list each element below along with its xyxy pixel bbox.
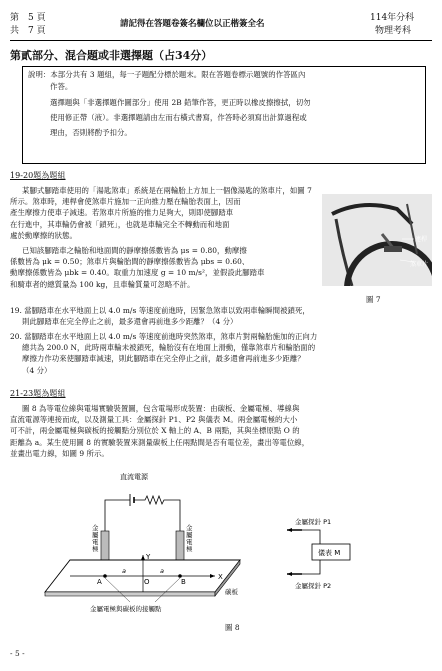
instructions-box xyxy=(22,66,426,164)
figure-8-apparatus xyxy=(40,470,430,620)
problem-paragraph xyxy=(10,403,432,459)
text-line: 總共為 200.0 N，此時兩車輪未被鎖死，輪胎沒有在地面上滑動，僅靠煞車片和輪胎面的 xyxy=(22,343,316,353)
text-line: 已知該腳踏車之輪胎和地面間的靜摩擦係數皆為 μs = 0.80，動摩擦 xyxy=(22,246,247,255)
question-19 xyxy=(10,305,310,327)
left-electrode-label: 金屬電極 xyxy=(92,524,99,553)
text-line: 圖 8 為等電位線與電場實驗裝置圖，包含電場形成裝置：由碳板、金屬電極、導線與 xyxy=(22,404,300,413)
instruction-line: 作答。 xyxy=(50,82,73,91)
point-a-label: A xyxy=(97,578,102,586)
instruction-line: 使用修正帶（液）。非選擇題請由左而右橫式書寫，作答時必須寫出計算過程或 xyxy=(50,113,307,122)
right-electrode xyxy=(176,531,184,563)
section-title: 第貳部分、混合題或非選擇題（占34分） xyxy=(10,49,213,62)
x-axis-label: X xyxy=(218,573,223,581)
exam-year: 114年分科 xyxy=(370,13,415,23)
problem-paragraph xyxy=(10,245,322,290)
text-line: 直流電源等連接而成，以及測量工具：金屬探針 P1、P2 與儀表 M。兩金屬電極的大小 xyxy=(10,415,298,425)
page-footer: - 5 - xyxy=(10,649,25,658)
header-rule xyxy=(10,40,432,41)
text-line: 產生摩擦力使車子減速。若煞車片所施的推力足夠大，則即使腳踏車 xyxy=(10,208,234,218)
text-line: 20. 當腳踏車在水平地面上以 4.0 m/s 等速度前進時突然煞車，煞車片對兩輪胎施加的正向力 xyxy=(10,332,318,341)
figure-caption: 圖 7 xyxy=(366,295,381,304)
text-line: 動摩擦係數皆為 μbk = 0.40。取重力加速度 g = 10 m/s²，並假設此腳踏車 xyxy=(10,268,265,278)
page-count: 共 7 頁 xyxy=(10,26,46,36)
bicycle-brake-photo xyxy=(322,194,432,286)
point-b-label: B xyxy=(181,578,186,586)
instruction-line: 選擇題與「非選擇題作圖部分」使用 2B 鉛筆作答，更正時以橡皮擦擦拭，切勿 xyxy=(50,98,311,107)
dc-source-label: 直流電源 xyxy=(120,473,148,481)
group-title: 19-20題為題組 xyxy=(10,171,66,180)
probe-1-label: 金屬探針 P1 xyxy=(295,518,332,526)
text-line: 則此腳踏車在完全停止之前，最多還會再前進多少距離？（4 分） xyxy=(22,317,238,327)
text-line: 並畫出電力線，如圖 9 所示。 xyxy=(10,448,109,458)
header-notice: 請記得在答題卷簽名欄位以正楷簽全名 xyxy=(120,19,265,29)
exam-subject: 物理考科 xyxy=(375,26,412,36)
text-line: 19. 當腳踏車在水平地面上以 4.0 m/s 等速度前進時，因緊急煞車以致兩車輪瞬間被鎖死， xyxy=(10,306,310,315)
contact-point-label: 金屬電極與碳板的接觸點 xyxy=(90,605,162,613)
carbon-plate-label: 碳板 xyxy=(225,588,238,596)
text-line: 係數皆為 μk = 0.50；煞車片與輪胎間的靜摩擦係數皆為 μbs = 0.60、 xyxy=(10,257,250,267)
text-line: 距離為 a。某生使用圖 8 的實驗裝置來測量碳板上任兩點間是否有電位差，畫出等電位線， xyxy=(10,437,310,447)
point-o-label: O xyxy=(144,578,150,586)
question-20 xyxy=(10,331,317,376)
text-line: 所示。煞車時，連桿會使煞車片施加一正向推力壓在輪胎表面上，因而 xyxy=(10,197,241,207)
text-line: 可不計，兩金屬電極與碳板的接觸點分別位於 X 軸上的 A、B 兩點，其與坐標原點 O 的 xyxy=(10,426,300,436)
linkage-label: 連桿 xyxy=(415,236,428,243)
page-number-top: 第 5 頁 xyxy=(10,13,46,23)
instruction-line: 理由，否則將酌予扣分。 xyxy=(50,128,132,137)
probe-2-label: 金屬探針 P2 xyxy=(295,582,332,590)
figure-caption: 圖 8 xyxy=(225,623,240,632)
brake-pad-label: 煞車片 xyxy=(410,261,429,268)
group-title: 21-23題為題組 xyxy=(10,389,66,398)
text-line: 和騎車者的總質量為 100 kg，且車輪質量可忽略不計。 xyxy=(10,279,195,289)
left-electrode xyxy=(101,531,109,563)
distance-label: a xyxy=(160,567,164,575)
right-electrode-label: 金屬電極 xyxy=(186,524,193,553)
text-line: （4 分） xyxy=(22,365,52,375)
y-axis-label: Y xyxy=(146,553,151,561)
text-line: 處於動摩擦的狀態。 xyxy=(10,230,77,240)
text-line: 某腳式腳踏車使用的「湯匙煞車」系統是在兩輪胎上方加上一個像湯匙的煞車片，如圖 7 xyxy=(22,186,312,195)
distance-label: a xyxy=(122,567,126,575)
text-line: 摩擦力作功來使腳踏車減速，則此腳踏車在完全停止之前，最多還會再前進多少距離？ xyxy=(22,354,305,364)
meter-label: 儀表 M xyxy=(318,549,341,557)
instruction-line: 說明：本部分共有 3 題組，每一子題配分標於題末。限在答題卷標示題號的作答區內 xyxy=(28,70,306,79)
text-line: 在行進中，其車輪仍會被「鎖死」，也就是車輪完全不轉動而和地面 xyxy=(10,219,230,229)
